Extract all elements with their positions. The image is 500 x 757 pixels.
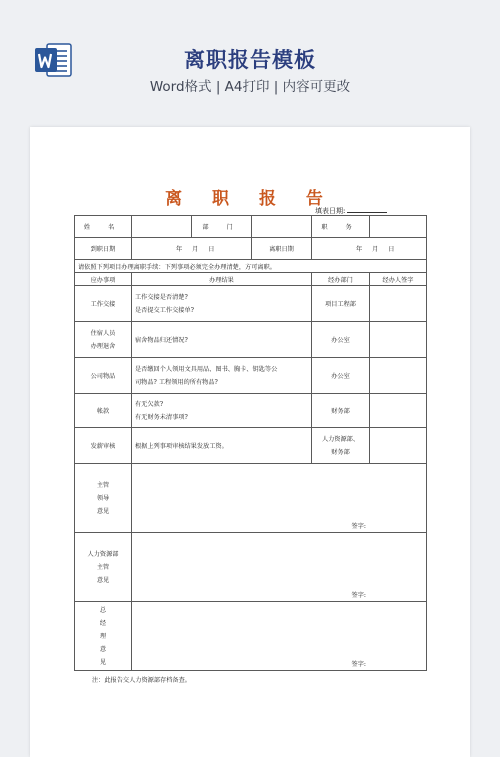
table-row <box>75 428 427 464</box>
item-line: 办理退舍 <box>90 342 116 350</box>
name-field[interactable] <box>132 216 192 238</box>
header-signer: 经办人签字 <box>370 273 427 286</box>
supervisor-opinion-label <box>75 464 132 533</box>
label-line: 意见 <box>96 576 110 584</box>
table-header-row <box>75 273 427 286</box>
item-dorm <box>75 322 132 358</box>
signature-label: 签字: <box>351 661 366 668</box>
leave-date-label: 离职日期 <box>252 238 312 260</box>
entry-date-field[interactable]: 年 月 日 <box>132 238 252 260</box>
footnote: 注：此报告交人力资源部存档备查。 <box>92 677 191 684</box>
result-line: 是否缴回个人领用文具用品、图书、胸卡、钥匙等公 <box>135 365 278 373</box>
table-row <box>75 238 427 260</box>
item-line: 住宿人员 <box>90 329 116 337</box>
header-dept: 经办部门 <box>312 273 370 286</box>
item-company-property: 公司物品 <box>75 358 132 394</box>
supervisor-opinion-field[interactable] <box>132 464 427 533</box>
result-line: 有无财务未清事项? <box>135 413 188 421</box>
signature-label: 签字: <box>351 592 366 599</box>
signer-cell[interactable] <box>370 394 427 428</box>
name-label: 姓 名 <box>75 216 132 238</box>
item-salary-review: 发薪审核 <box>75 428 132 464</box>
document-title: 离 职 报 告 <box>165 189 335 209</box>
result-cell[interactable] <box>132 286 312 322</box>
header-item: 应办事项 <box>75 273 132 286</box>
dept-cell <box>312 428 370 464</box>
gm-opinion-label <box>75 602 132 671</box>
label-line: 人力资源部 <box>87 550 119 558</box>
label-line: 主管 <box>96 563 110 571</box>
leave-date-field[interactable]: 年 月 日 <box>312 238 427 260</box>
result-line: 是否提交工作交接单? <box>135 306 195 314</box>
dept-label: 部 门 <box>192 216 252 238</box>
result-line: 工作交接是否清楚? <box>135 293 188 301</box>
label-line: 经 <box>99 619 107 627</box>
dept-cell: 项目工程部 <box>312 286 370 322</box>
label-line: 意见 <box>96 507 110 515</box>
label-line: 意 <box>99 645 107 653</box>
fill-date-line <box>347 206 387 213</box>
instruction-text: 请依照下列项目办理离职手续：下列事项必须完全办理清楚，方可离职。 <box>75 260 427 273</box>
entry-date-label: 到职日期 <box>75 238 132 260</box>
dept-line: 财务部 <box>331 448 350 456</box>
resignation-form-table <box>74 215 427 671</box>
item-handover: 工作交接 <box>75 286 132 322</box>
banner <box>0 0 500 118</box>
opinion-row <box>75 533 427 602</box>
position-field[interactable] <box>370 216 427 238</box>
document-page <box>30 127 470 757</box>
table-row <box>75 216 427 238</box>
opinion-row <box>75 464 427 533</box>
result-line: 司物品? 工程领用的所有物品? <box>135 378 218 386</box>
result-cell[interactable] <box>132 394 312 428</box>
dept-cell: 财务部 <box>312 394 370 428</box>
opinion-row <box>75 602 427 671</box>
header-result: 办理结果 <box>132 273 312 286</box>
item-accounts: 帐款 <box>75 394 132 428</box>
label-line: 理 <box>99 632 107 640</box>
dept-cell: 办公室 <box>312 322 370 358</box>
fill-date-label: 填表日期: <box>315 207 346 215</box>
signer-cell[interactable] <box>370 428 427 464</box>
result-cell[interactable]: 根据上列事项审核结果发放工资。 <box>132 428 312 464</box>
table-row <box>75 394 427 428</box>
label-line: 见 <box>99 658 107 666</box>
signer-cell[interactable] <box>370 322 427 358</box>
dept-field[interactable] <box>252 216 312 238</box>
table-row <box>75 286 427 322</box>
signer-cell[interactable] <box>370 286 427 322</box>
label-line: 总 <box>99 606 107 614</box>
signer-cell[interactable] <box>370 358 427 394</box>
label-line: 主管 <box>96 481 110 489</box>
gm-opinion-field[interactable] <box>132 602 427 671</box>
signature-label: 签字: <box>351 523 366 530</box>
table-row <box>75 322 427 358</box>
hr-opinion-field[interactable] <box>132 533 427 602</box>
dept-cell: 办公室 <box>312 358 370 394</box>
result-line: 有无欠款? <box>135 400 164 408</box>
table-row <box>75 358 427 394</box>
result-cell[interactable] <box>132 358 312 394</box>
label-line: 领导 <box>96 494 110 502</box>
table-row <box>75 260 427 273</box>
hr-opinion-label <box>75 533 132 602</box>
banner-subtitle: Word格式 | A4打印 | 内容可更改 <box>149 79 351 95</box>
dept-line: 人力资源部、 <box>321 435 360 443</box>
banner-title: 离职报告模板 <box>184 48 316 72</box>
result-cell[interactable]: 宿舍物品归还情况? <box>132 322 312 358</box>
position-label: 职 务 <box>312 216 370 238</box>
